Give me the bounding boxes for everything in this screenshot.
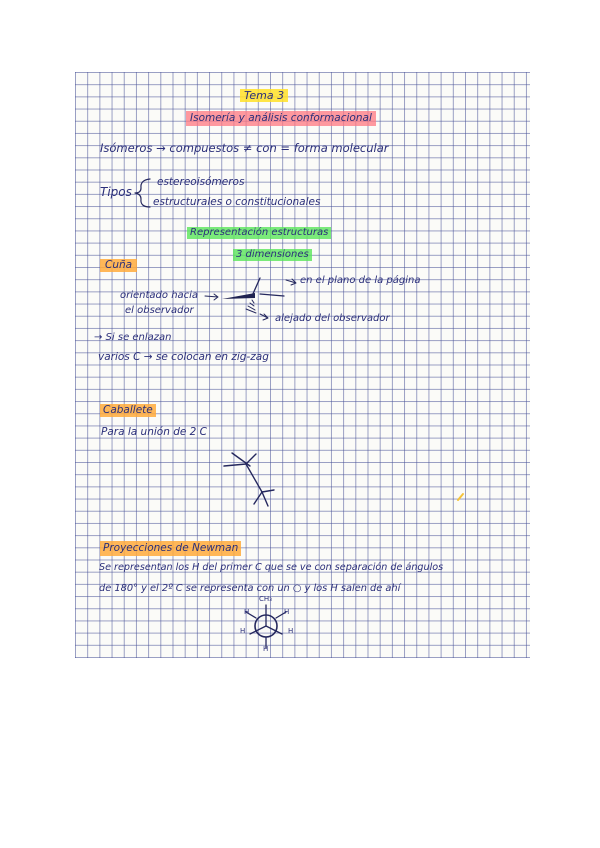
newman-text-line2: de 180° y el 2º C se representa con un ○ y los H salen de ahí (99, 583, 401, 594)
tipos-item-estereoisomeros: estereoisómeros (157, 176, 245, 188)
tipos-brace-icon (132, 176, 152, 210)
newman-label-h-left: H (240, 627, 246, 635)
newman-label-h-bottom: H (263, 645, 269, 653)
page-title: Tema 3 (240, 89, 288, 102)
stray-highlight-mark (456, 492, 466, 502)
cuna-varios: varios C → se colocan en zig-zag (98, 351, 269, 363)
page-subtitle: Isomería y análisis conformacional (186, 111, 376, 126)
newman-label-h-upper-left: H (244, 608, 250, 616)
newman-text-line1: Se representan los H del primer C que se ve con separación de ángulos (99, 562, 444, 573)
caballete-heading: Caballete (100, 404, 156, 417)
cuna-right-top: en el plano de la página (300, 275, 421, 286)
tipos-item-estructurales: estructurales o constitucionales (153, 196, 321, 208)
cuna-left-line2: el observador (125, 305, 194, 316)
sawhorse-structure-icon (218, 448, 288, 518)
newman-heading: Proyecciones de Newman (100, 541, 241, 556)
cuna-heading: Cuña (100, 259, 137, 272)
caballete-text: Para la unión de 2 C (101, 426, 207, 438)
newman-label-ch3: CH₃ (259, 595, 272, 603)
isomeros-definition: Isómeros → compuestos ≠ con = forma molecular (100, 141, 389, 155)
representacion-subheading: 3 dimensiones (233, 249, 312, 261)
cuna-enlazan: → Si se enlazan (94, 332, 172, 343)
newman-label-h-upper-right: H (284, 608, 290, 616)
tipos-label: Tipos (100, 185, 132, 199)
representacion-heading: Representación estructuras (187, 227, 331, 239)
newman-label-h-right: H (288, 627, 294, 635)
cuna-right-bottom: alejado del observador (275, 313, 390, 324)
cuna-left-line1: orientado hacia (120, 290, 199, 301)
